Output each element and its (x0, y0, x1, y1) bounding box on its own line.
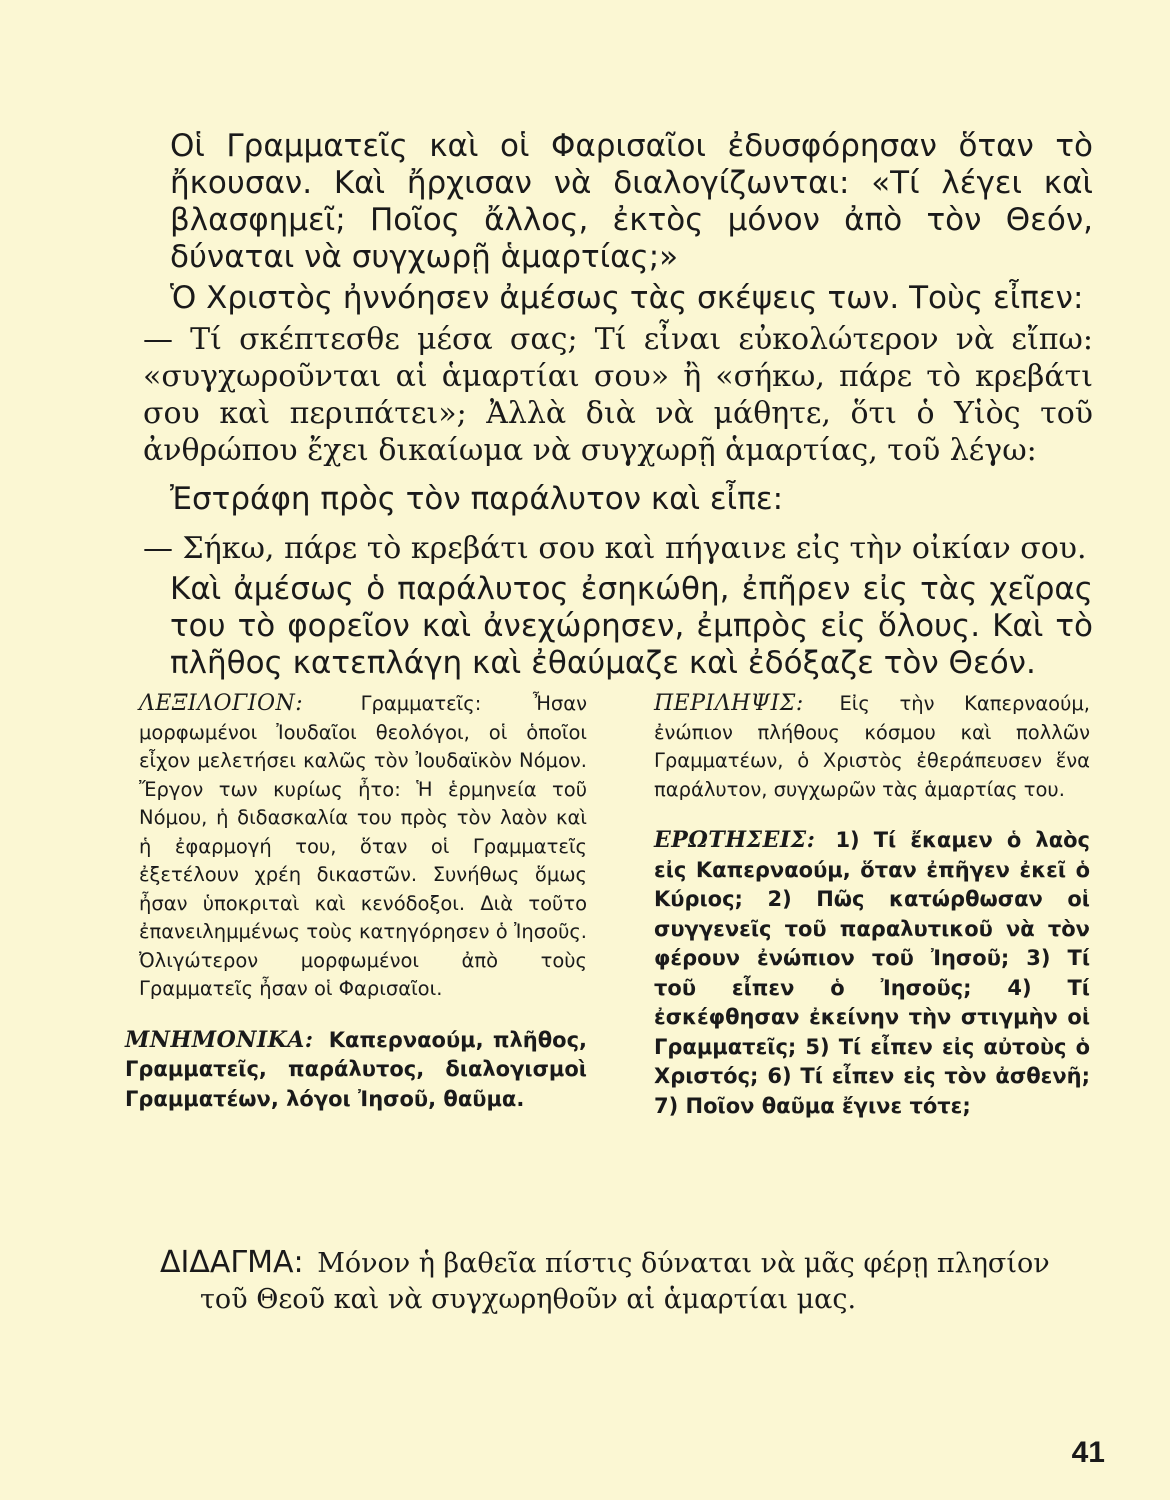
mnemonika-text: Καπερναούμ, πλῆθος, Γραμματεῖς, παράλυτος, διαλογισμοὶ Γραμματέων, λόγοι Ἰησοῦ, θαῦμα. (125, 1027, 588, 1111)
right-column (640, 690, 1090, 1121)
lexilogion-block (125, 690, 587, 1004)
left-column (125, 690, 587, 1114)
paragraph-miracle-result: Καὶ ἀμέσως ὁ παράλυτος ἐσηκώθη, ἐπῆρεν εἰς τὰς χεῖρας του τὸ φορεῖον καὶ ἀνεχώρησεν, ἐμπρὸς εἰς ὅλους. Καὶ τὸ πλῆθος κατεπλάγη καὶ ἐθαύμαζε καὶ ἐδόξαζε τὸν Θεόν. (170, 571, 1093, 681)
perilipsis-label: ΠΕΡΙΛΗΨΙΣ: (654, 691, 804, 716)
mnemonika-label: ΜΝΗΜΟΝΙΚΑ: (125, 1026, 314, 1053)
paragraph-christ-speech: — Τί σκέπτεσθε μέσα σας; Τί εἶναι εὐκολώτερον νὰ εἴπω: «συγχωροῦνται αἱ ἁμαρτίαι σου» ἢ «σήκω, πάρε τὸ κρεβάτι σου καὶ περιπάτει»; Ἀλλὰ διὰ νὰ μάθητε, ὅτι ὁ Υἱὸς τοῦ ἀνθρώπου ἔχει δικαίωμα νὰ συγχωρῇ ἁμαρτίας, τοῦ λέγω: (143, 322, 1093, 468)
paragraph-rise-take-bed: — Σήκω, πάρε τὸ κρεβάτι σου καὶ πήγαινε εἰς τὴν οἰκίαν σου. (143, 531, 1087, 566)
didagma-block (160, 1245, 1080, 1318)
mnemonika-block (125, 1026, 587, 1115)
didagma-label: ΔΙΔΑΓΜΑ: (160, 1245, 304, 1280)
perilipsis-block (640, 690, 1090, 804)
erotiseis-text: 1) Τί ἔκαμεν ὁ λαὸς εἰς Καπερναούμ, ὅταν ἐπῆγεν ἐκεῖ ὁ Κύριος; 2) Πῶς κατώρθωσαν οἱ συγγενεῖς τοῦ παραλυτικοῦ νὰ τὸν φέρουν ἐνώπιον τοῦ Ἰησοῦ; 3) Τί τοῦ εἶπεν ὁ Ἰησοῦς; 4) Τί ἐσκέφθησαν ἐκείνην τὴν στιγμὴν οἱ Γραμματεῖς; 5) Τί εἶπεν εἰς αὐτοὺς ὁ Χριστός; 6) Τί εἶπεν εἰς τὸν ἀσθενῆ; 7) Ποῖον θαῦμα ἔγινε τότε; (654, 828, 1090, 1118)
main-text (108, 128, 1093, 682)
perilipsis-text: Εἰς τὴν Καπερναούμ, ἐνώπιον πλήθους κόσμου καὶ πολλῶν Γραμματέων, ὁ Χριστὸς ἐθεράπευσεν ἕνα παράλυτον, συγχωρῶν τὰς ἁμαρτίας του. (654, 692, 1090, 801)
erotiseis-label: ΕΡΩΤΗΣΕΙΣ: (654, 827, 816, 853)
page-number: 41 (1071, 1436, 1105, 1469)
paragraph-christ-perceived: Ὁ Χριστὸς ἠννόησεν ἀμέσως τὰς σκέψεις των. Τοὺς εἶπεν: (170, 280, 1084, 316)
lexilogion-label: ΛΕΞΙΛΟΓΙΟΝ: (139, 691, 304, 716)
didagma-line-1: Μόνον ἡ βαθεῖα πίστις δύναται νὰ μᾶς φέρῃ πλησίον (317, 1248, 1050, 1279)
erotiseis-block (640, 826, 1090, 1121)
didagma-line-2: τοῦ Θεοῦ καὶ νὰ συγχωρηθοῦν αἱ ἁμαρτίαι μας. (200, 1284, 857, 1315)
paragraph-turned-to-paralytic: Ἐστράφη πρὸς τὸν παράλυτον καὶ εἶπε: (170, 481, 784, 517)
paragraph-scribes-murmur: Οἱ Γραμματεῖς καὶ οἱ Φαρισαῖοι ἐδυσφόρησαν ὅταν τὸ ἤκουσαν. Καὶ ἤρχισαν νὰ διαλογίζωνται: «Τί λέγει καὶ βλασφημεῖ; Ποῖος ἄλλος, ἐκτὸς μόνον ἀπὸ τὸν Θεόν, δύναται νὰ συγχωρῇ ἁμαρτίας;» (170, 128, 1093, 275)
lexilogion-text: Γραμματεῖς: Ἦσαν μορφωμένοι Ἰουδαῖοι θεολόγοι, οἱ ὁποῖοι εἶχον μελετήσει καλῶς τὸν Ἰουδαϊκὸν Νόμον. Ἔργον των κυρίως ἦτο: Ἡ ἑρμηνεία τοῦ Νόμου, ἡ διδασκαλία του πρὸς τὸν λαὸν καὶ ἡ ἐφαρμογή του, ὅταν οἱ Γραμματεῖς ἐξετέλουν χρέη δικαστῶν. Συνήθως ὅμως ἦσαν ὑποκριταὶ καὶ κενόδοξοι. Διὰ τοῦτο ἐπανειλημμένως τοὺς κατηγόρησεν ὁ Ἰησοῦς. Ὀλιγώτερον μορφωμένοι ἀπὸ τοὺς Γραμματεῖς ἦσαν οἱ Φαρισαῖοι. (139, 692, 588, 1000)
